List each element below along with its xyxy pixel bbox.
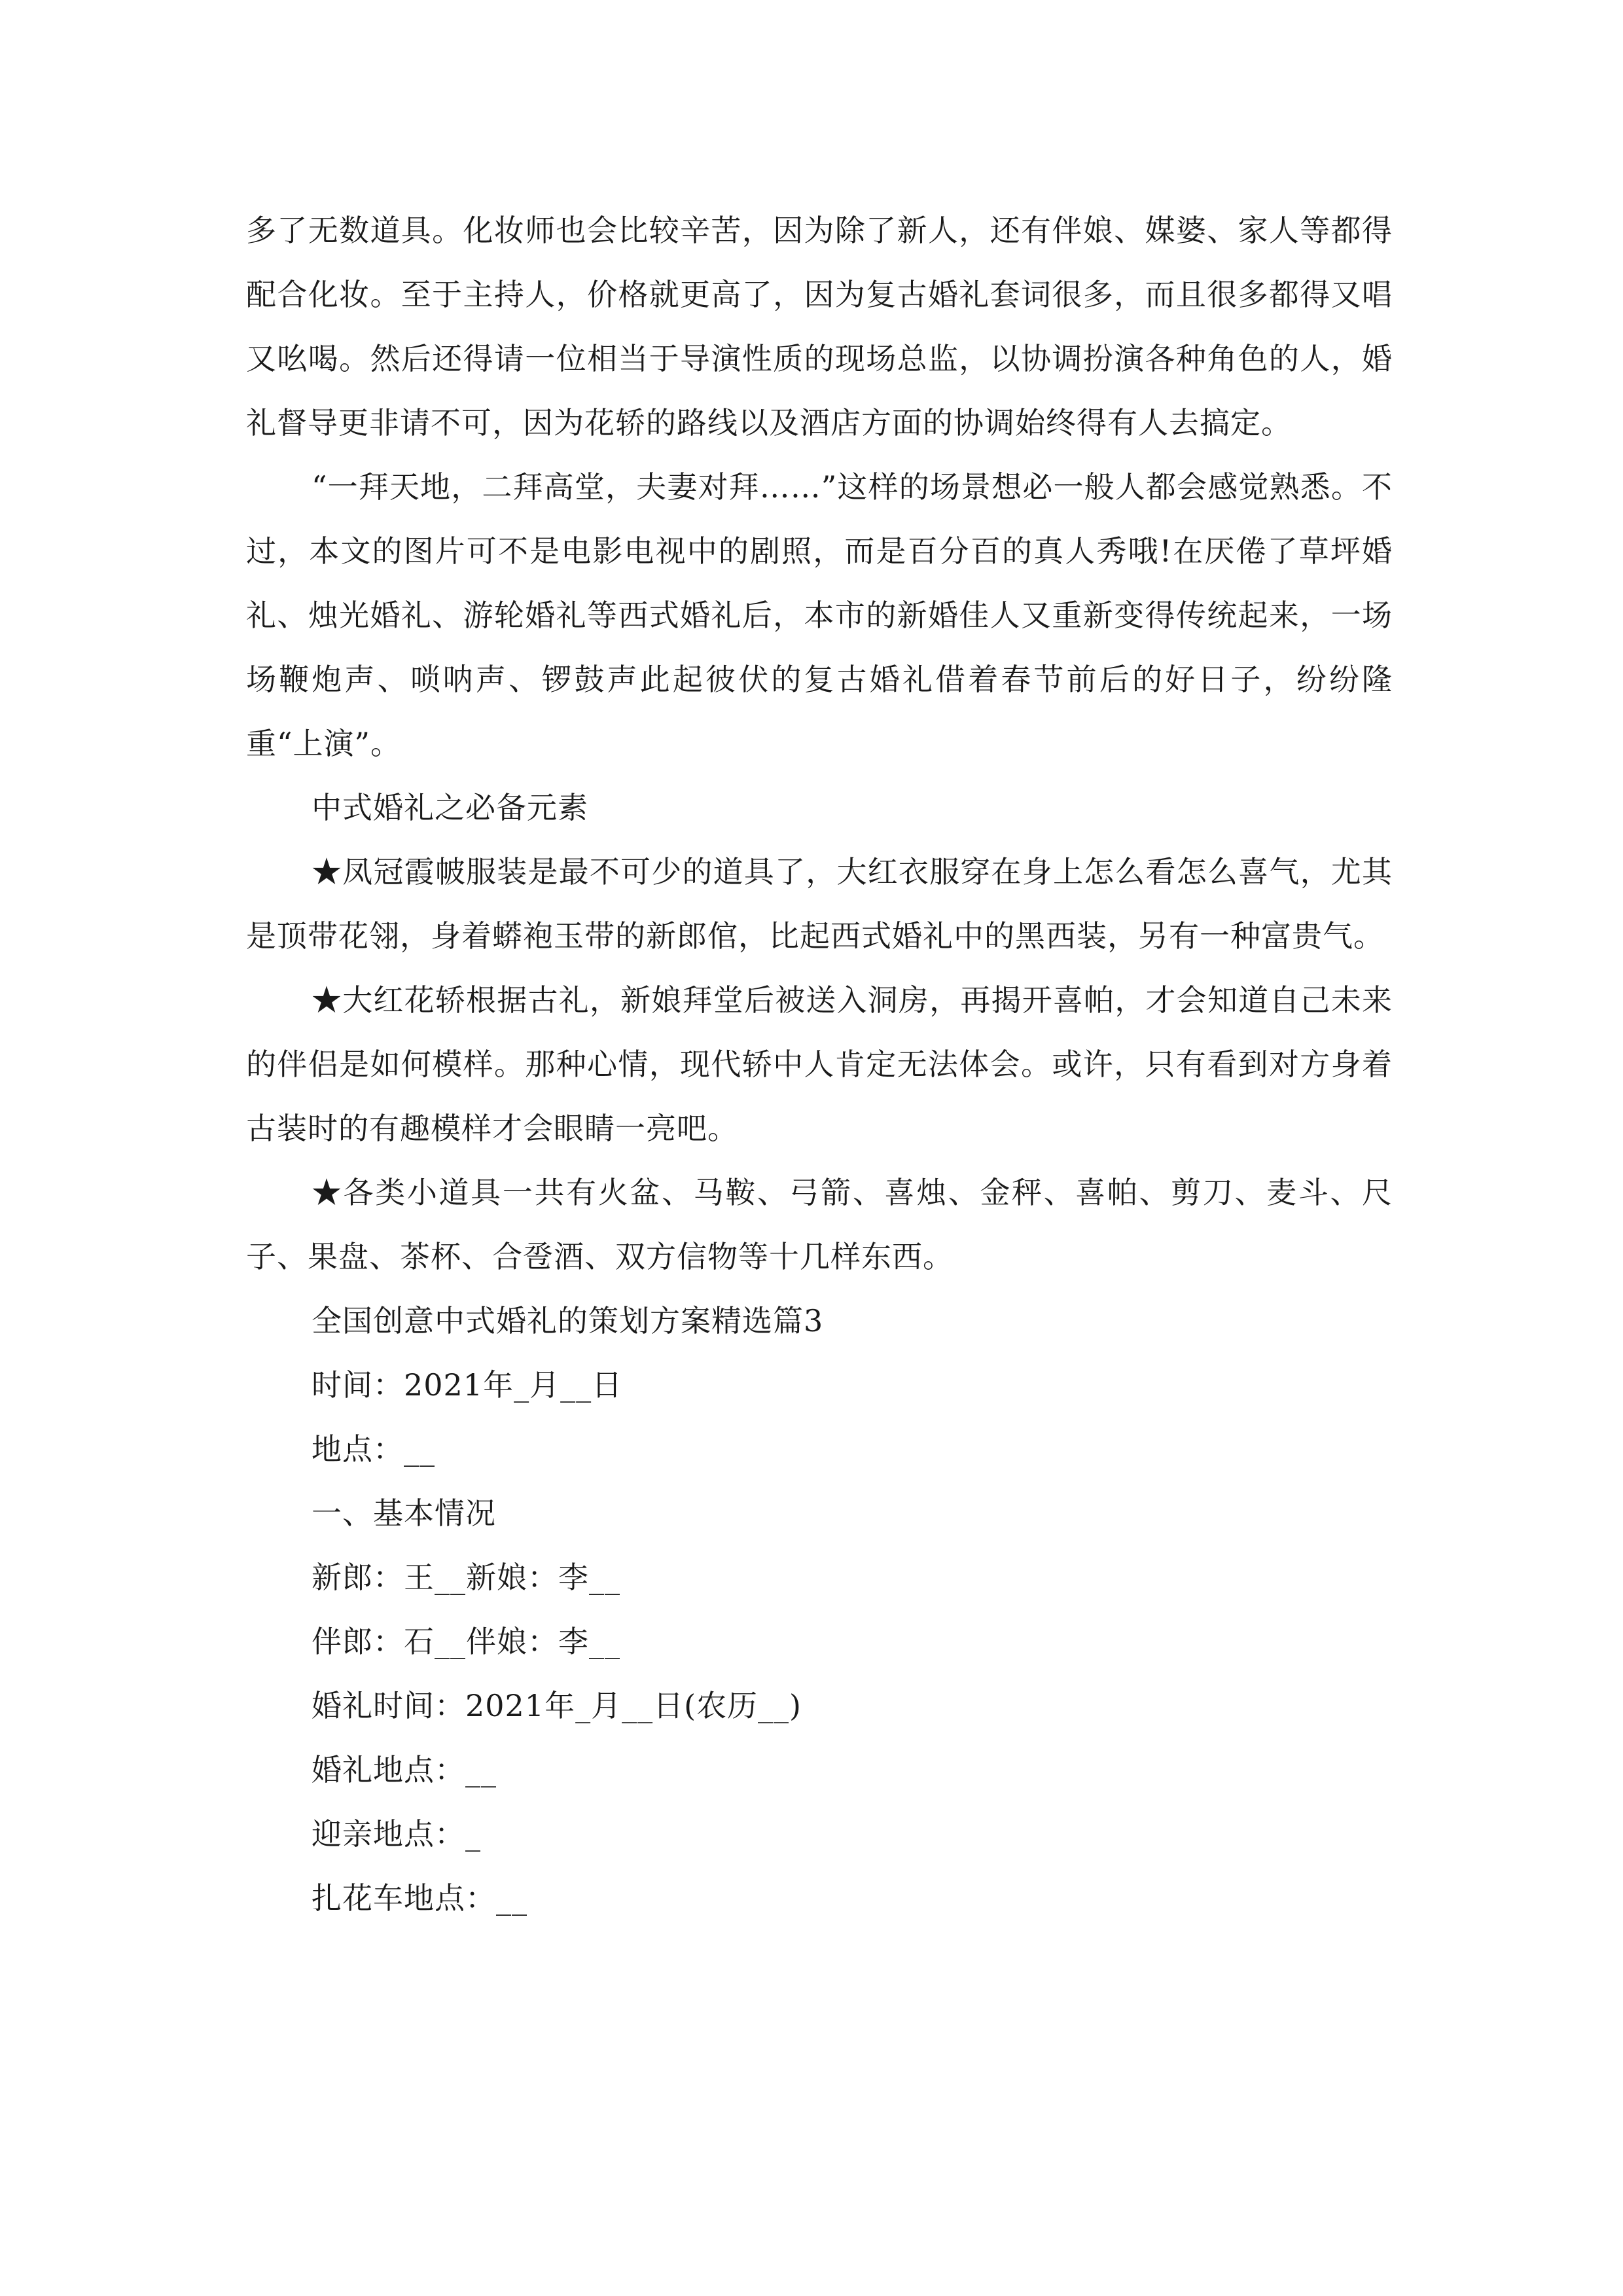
paragraph-phoenix-crown-costume: ★凤冠霞帔服装是最不可少的道具了，大红衣服穿在身上怎么看怎么喜气，尤其是顶带花翎，身着蟒袍玉带的新郎倌，比起西式婚礼中的黑西装，另有一种富贵气。 (246, 854, 1393, 954)
field-location: 地点：__ (312, 1431, 435, 1467)
paragraph-red-sedan-chair: ★大红花轿根据古礼，新娘拜堂后被送入洞房，再揭开喜帕，才会知道自己未来的伴侣是如何模样。那种心情，现代轿中人肯定无法体会。或许，只有看到对方身着古装时的有趣模样才会眼睛一亮吧。 (246, 982, 1393, 1146)
paragraph-small-props: ★各类小道具一共有火盆、马鞍、弓箭、喜烛、金秤、喜帕、剪刀、麦斗、尺子、果盘、茶杯、合卺酒、双方信物等十几样东西。 (246, 1175, 1393, 1274)
field-wedding-time: 婚礼时间：2021年_月__日(农历__) (312, 1688, 802, 1723)
paragraph-ceremony-scene: “一拜天地，二拜高堂，夫妻对拜……”这样的场景想必一般人都会感觉熟悉。不过，本文的图片可不是电影电视中的剧照，而是百分百的真人秀哦!在厌倦了草坪婚礼、烛光婚礼、游轮婚礼等西式婚礼后，本市的新婚佳人又重新变得传统起来，一场场鞭炮声、唢呐声、锣鼓声此起彼伏的复古婚礼借着春节前后的好日子，纷纷隆重“上演”。 (246, 469, 1393, 761)
section-heading-essential-elements: 中式婚礼之必备元素 (312, 790, 588, 825)
section-title-plan-3: 全国创意中式婚礼的策划方案精选篇3 (312, 1303, 824, 1338)
field-groomsman-bridesmaid: 伴郎：石__伴娘：李__ (312, 1624, 620, 1659)
paragraph-props-and-staff: 多了无数道具。化妆师也会比较辛苦，因为除了新人，还有伴娘、媒婆、家人等都得配合化妆。至于主持人，价格就更高了，因为复古婚礼套词很多，而且很多都得又唱又吆喝。然后还得请一位相当于导演性质的现场总监，以协调扮演各种角色的人，婚礼督导更非请不可，因为花轿的路线以及酒店方面的协调始终得有人去搞定。 (246, 213, 1393, 440)
field-pickup-location: 迎亲地点：_ (312, 1816, 481, 1852)
field-groom-bride: 新郎：王__新娘：李__ (312, 1560, 620, 1595)
heading-basic-info: 一、基本情况 (312, 1496, 496, 1531)
field-car-decoration-location: 扎花车地点：__ (312, 1880, 527, 1916)
field-wedding-venue: 婚礼地点：__ (312, 1752, 497, 1787)
field-time: 时间：2021年_月__日 (312, 1367, 623, 1403)
document-body (246, 198, 1393, 1930)
